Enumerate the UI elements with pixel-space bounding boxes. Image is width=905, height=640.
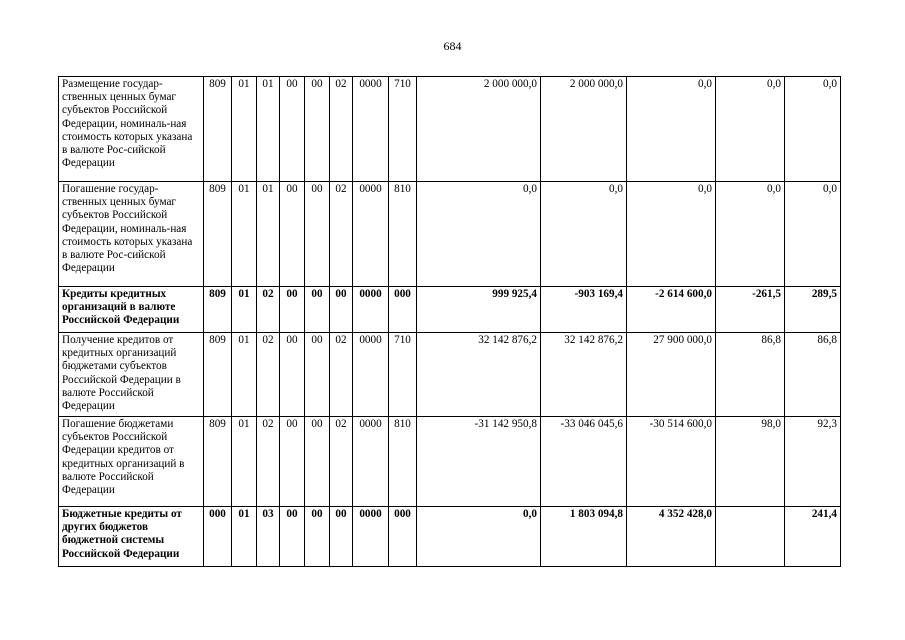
value-cell: 27 900 000,0 bbox=[627, 333, 716, 417]
table-row bbox=[59, 333, 841, 417]
value-cell: 32 142 876,2 bbox=[541, 333, 627, 417]
table-row bbox=[59, 507, 841, 567]
code-cell: 00 bbox=[305, 507, 330, 567]
code-cell: 00 bbox=[280, 77, 305, 182]
code-cell: 00 bbox=[280, 507, 305, 567]
code-cell: 000 bbox=[389, 287, 417, 333]
value-cell: 0,0 bbox=[417, 182, 541, 287]
row-name-cell: Размещение государ-ственных ценных бумаг субъектов Российской Федерации, номиналь-ная стоимость которых указана в валюте Рос-сийской Федерации bbox=[59, 77, 204, 182]
code-cell: 02 bbox=[257, 417, 280, 507]
code-cell: 02 bbox=[330, 333, 353, 417]
table-row bbox=[59, 182, 841, 287]
value-cell: 0,0 bbox=[785, 182, 841, 287]
code-cell: 0000 bbox=[353, 417, 389, 507]
value-cell: 0,0 bbox=[627, 77, 716, 182]
value-cell: 0,0 bbox=[541, 182, 627, 287]
code-cell: 01 bbox=[232, 77, 257, 182]
row-name-cell: Погашение бюджетами субъектов Российской Федерации кредитов от кредитных организаций в валюте Российской Федерации bbox=[59, 417, 204, 507]
code-cell: 01 bbox=[257, 77, 280, 182]
value-cell: 86,8 bbox=[716, 333, 785, 417]
code-cell: 809 bbox=[204, 287, 232, 333]
code-cell: 00 bbox=[280, 333, 305, 417]
code-cell: 00 bbox=[305, 287, 330, 333]
value-cell bbox=[716, 507, 785, 567]
code-cell: 809 bbox=[204, 333, 232, 417]
value-cell: -2 614 600,0 bbox=[627, 287, 716, 333]
value-cell: 0,0 bbox=[627, 182, 716, 287]
code-cell: 0000 bbox=[353, 77, 389, 182]
table-row bbox=[59, 287, 841, 333]
code-cell: 00 bbox=[305, 333, 330, 417]
code-cell: 809 bbox=[204, 417, 232, 507]
row-name-cell: Бюджетные кредиты от других бюджетов бюджетной системы Российской Федерации bbox=[59, 507, 204, 567]
row-name-cell: Получение кредитов от кредитных организаций бюджетами субъектов Российской Федерации в валюте Российской Федерации bbox=[59, 333, 204, 417]
code-cell: 01 bbox=[232, 417, 257, 507]
value-cell: -903 169,4 bbox=[541, 287, 627, 333]
code-cell: 809 bbox=[204, 77, 232, 182]
code-cell: 00 bbox=[305, 182, 330, 287]
code-cell: 02 bbox=[257, 333, 280, 417]
code-cell: 00 bbox=[280, 287, 305, 333]
code-cell: 00 bbox=[305, 77, 330, 182]
row-name-cell: Кредиты кредитных организаций в валюте Российской Федерации bbox=[59, 287, 204, 333]
value-cell: 0,0 bbox=[417, 507, 541, 567]
value-cell: -31 142 950,8 bbox=[417, 417, 541, 507]
code-cell: 710 bbox=[389, 77, 417, 182]
code-cell: 809 bbox=[204, 182, 232, 287]
value-cell: -33 046 045,6 bbox=[541, 417, 627, 507]
code-cell: 710 bbox=[389, 333, 417, 417]
code-cell: 02 bbox=[257, 287, 280, 333]
code-cell: 02 bbox=[330, 182, 353, 287]
page-number: 684 bbox=[443, 39, 462, 53]
value-cell: 1 803 094,8 bbox=[541, 507, 627, 567]
code-cell: 0000 bbox=[353, 182, 389, 287]
code-cell: 0000 bbox=[353, 287, 389, 333]
value-cell: 92,3 bbox=[785, 417, 841, 507]
code-cell: 000 bbox=[204, 507, 232, 567]
code-cell: 00 bbox=[330, 507, 353, 567]
code-cell: 810 bbox=[389, 417, 417, 507]
code-cell: 01 bbox=[232, 287, 257, 333]
value-cell: 241,4 bbox=[785, 507, 841, 567]
code-cell: 02 bbox=[330, 417, 353, 507]
code-cell: 0000 bbox=[353, 333, 389, 417]
code-cell: 0000 bbox=[353, 507, 389, 567]
code-cell: 01 bbox=[257, 182, 280, 287]
value-cell: 2 000 000,0 bbox=[417, 77, 541, 182]
code-cell: 02 bbox=[330, 77, 353, 182]
value-cell: 289,5 bbox=[785, 287, 841, 333]
code-cell: 810 bbox=[389, 182, 417, 287]
value-cell: 0,0 bbox=[785, 77, 841, 182]
value-cell: -261,5 bbox=[716, 287, 785, 333]
row-name-cell: Погашение государ-ственных ценных бумаг субъектов Российской Федерации, номиналь-ная стоимость которых указана в валюте Рос-сийской Федерации bbox=[59, 182, 204, 287]
value-cell: 4 352 428,0 bbox=[627, 507, 716, 567]
value-cell: 0,0 bbox=[716, 77, 785, 182]
code-cell: 03 bbox=[257, 507, 280, 567]
code-cell: 000 bbox=[389, 507, 417, 567]
value-cell: 999 925,4 bbox=[417, 287, 541, 333]
value-cell: 0,0 bbox=[716, 182, 785, 287]
code-cell: 01 bbox=[232, 182, 257, 287]
code-cell: 00 bbox=[330, 287, 353, 333]
code-cell: 00 bbox=[305, 417, 330, 507]
value-cell: -30 514 600,0 bbox=[627, 417, 716, 507]
value-cell: 98,0 bbox=[716, 417, 785, 507]
code-cell: 01 bbox=[232, 333, 257, 417]
code-cell: 00 bbox=[280, 182, 305, 287]
value-cell: 86,8 bbox=[785, 333, 841, 417]
table-row bbox=[59, 77, 841, 182]
code-cell: 00 bbox=[280, 417, 305, 507]
value-cell: 2 000 000,0 bbox=[541, 77, 627, 182]
budget-table bbox=[58, 76, 841, 567]
table-row bbox=[59, 417, 841, 507]
value-cell: 32 142 876,2 bbox=[417, 333, 541, 417]
code-cell: 01 bbox=[232, 507, 257, 567]
